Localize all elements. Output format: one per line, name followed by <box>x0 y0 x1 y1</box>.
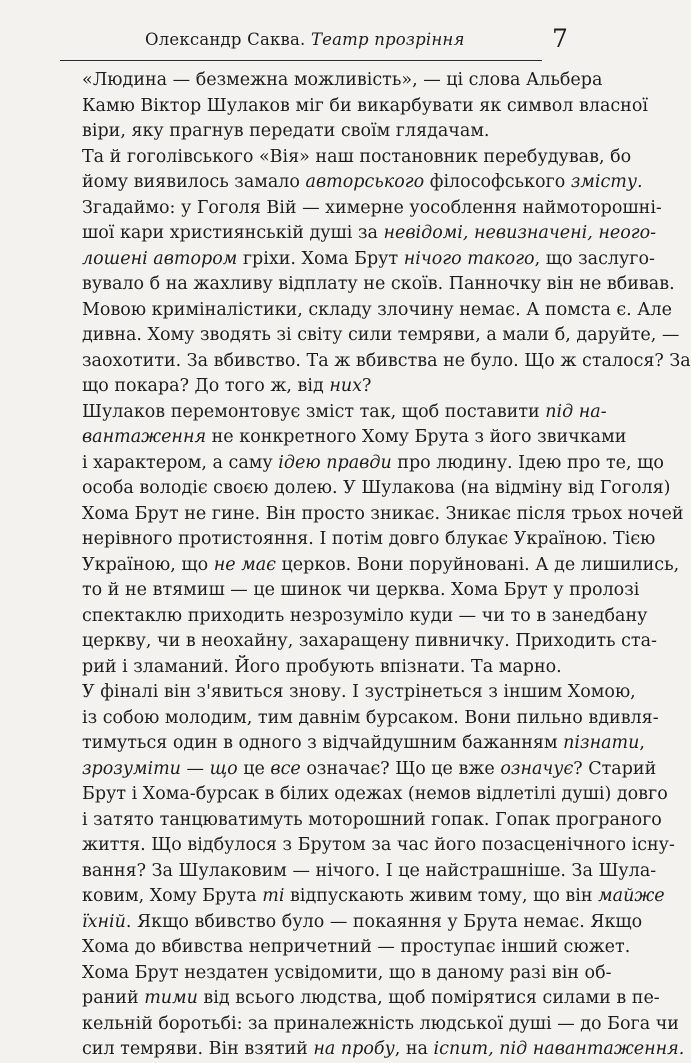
text-run: Камю Віктор Шулаков міг би викарбувати як символ власної <box>82 95 648 116</box>
text-run: життя. Що відбулося з Брутом за час його позасценічного іcну- <box>82 835 675 855</box>
text-run: Мовою криміналістики, складу злочину немає. А помста є. Але <box>82 299 672 320</box>
italic-run: на пробу <box>313 1039 395 1059</box>
text-run: ? <box>362 376 372 396</box>
text-line <box>60 553 680 579</box>
body-text <box>60 68 691 1063</box>
text-run: раний <box>82 988 145 1008</box>
text-line <box>60 1012 679 1038</box>
text-line <box>60 1037 685 1063</box>
paragraph <box>60 68 648 145</box>
text-line <box>60 935 631 961</box>
running-head <box>145 30 465 49</box>
text-run: . Якщо вбивство було — покаяння у Брута немає. Якщо <box>125 911 643 932</box>
text-line <box>60 731 645 757</box>
text-run: церков. Вони поруйновані. А де лишились, <box>275 554 680 575</box>
text-line <box>60 578 640 604</box>
text-line <box>60 782 668 808</box>
italic-run: що <box>209 758 238 779</box>
text-line <box>60 374 544 400</box>
text-line <box>60 604 648 630</box>
text-line <box>60 757 657 783</box>
text-run: , <box>639 733 645 753</box>
text-line <box>60 884 665 910</box>
text-run: Шулаков перемонтовує зміст так, щоб поставити <box>82 401 546 422</box>
text-run: відпускають живим тому, що він <box>284 886 599 906</box>
text-line <box>60 451 664 477</box>
text-line <box>60 272 675 298</box>
italic-run: невідомі, невизначені, неого- <box>383 223 657 243</box>
text-line <box>60 476 671 502</box>
text-run: то й не втямиш — це шинок чи церква. Хома Брут у пролозі <box>82 580 640 600</box>
italic-run: вантаження <box>82 427 207 447</box>
text-run: Хома Брут нездатен усвідомити, що в даному разі він об- <box>82 962 612 983</box>
text-run: «Людина — безмежна можливість» <box>82 70 413 90</box>
text-line <box>60 502 684 528</box>
text-run: Та й гоголівського «Вія» наш постановник перебудував, бо <box>82 146 632 167</box>
text-line <box>60 961 612 987</box>
text-run: заохотити. За вбивство. Та ж вбивства не було. Що ж сталося? За <box>82 350 691 371</box>
text-run: рий і зламаний. Його пробують впізнати. Та марно. <box>82 656 562 677</box>
text-run: — <box>180 758 210 779</box>
text-line <box>60 145 632 171</box>
italic-run: нічого такого <box>403 248 535 269</box>
text-run: спектаклю приходить незрозуміло куди — чи то в занедбану <box>82 605 648 626</box>
text-run: тимуться один в одного з відчайдушним бажанням <box>82 733 564 753</box>
italic-run: майже <box>598 886 665 906</box>
text-run: гріхи. Хома Брут <box>237 248 404 269</box>
text-run: , на <box>394 1039 434 1059</box>
text-run: від всього людства, щоб помірятися силами в пе- <box>197 988 660 1008</box>
text-line <box>60 68 603 94</box>
text-line <box>60 221 657 247</box>
text-line <box>60 94 648 120</box>
text-run: церкву, чи в неохайну, захаращену пивничку. Приходить ста- <box>82 631 657 651</box>
italic-run: іспит, під навантаження. <box>433 1039 685 1059</box>
text-line <box>60 655 562 681</box>
text-run: про людину. Ідею про те, що <box>391 452 664 473</box>
italic-run: змісту. <box>570 172 643 192</box>
text-run: вання? За Шулаковим — нічого. І це найстрашніше. За Шула- <box>82 860 657 881</box>
italic-run: тими <box>144 988 198 1008</box>
paragraph <box>60 400 684 681</box>
text-line <box>60 349 691 375</box>
text-line <box>60 986 660 1012</box>
text-run: , — ці слова Альбера <box>412 70 603 90</box>
text-run: Хома до вбивства непричетний — проступає інший сюжет. <box>82 937 631 957</box>
text-run: дивна. Хому зводять зі світу сили темряви, а мали б, даруйте, — <box>82 325 680 345</box>
text-run: сил темряви. Він взятий <box>82 1039 314 1059</box>
text-run: нерівного протистояння. І потім довго блукає Україною. Тією <box>82 529 656 549</box>
text-run: , що заслуго- <box>534 248 655 269</box>
text-run: йому виявилось замало <box>82 172 306 192</box>
text-run: не конкретного Хому Брута з його звичками <box>206 427 627 447</box>
italic-run: ті <box>262 886 285 906</box>
text-line <box>60 425 627 451</box>
text-line <box>60 706 659 732</box>
page-number: 7 <box>552 24 568 53</box>
italic-run: зрозуміти <box>82 758 181 779</box>
paragraph <box>60 961 685 1063</box>
text-line <box>60 196 662 222</box>
text-line <box>60 910 643 936</box>
italic-run: їхній <box>82 911 126 932</box>
text-line <box>60 833 675 859</box>
text-line <box>60 323 680 349</box>
text-run: віри, яку прагнув передати своїм глядачам. <box>82 121 490 141</box>
italic-run: означує <box>500 758 574 779</box>
text-line <box>60 400 607 426</box>
text-line <box>60 119 544 145</box>
text-run: Брут і Хома-бурсак в білих одежах (немов відлетілі душі) довго <box>82 784 668 804</box>
paragraph <box>60 145 691 400</box>
italic-run: пізнати <box>563 733 640 753</box>
text-run: і затято танцюватимуть моторошний гопак. Гопак програного <box>82 809 662 830</box>
author-name: Олександр Саква. <box>145 30 306 49</box>
text-run: У фіналі він з'явиться знову. І зустрінеться з іншим Хомою, <box>82 682 636 702</box>
italic-run: не має <box>213 554 276 575</box>
italic-run: під на- <box>545 401 607 422</box>
text-run: із собою молодим, тим давнім бурсаком. Вони пильно вдивля- <box>82 707 659 728</box>
text-run: Згадаймо: у Гоголя Вій — химерне уособлення наймоторошні- <box>82 197 662 218</box>
text-line <box>60 298 672 324</box>
text-line <box>60 629 657 655</box>
italic-run: авторського <box>305 172 425 192</box>
text-line <box>60 680 636 706</box>
paragraph <box>60 680 675 961</box>
text-run: ковим, Хому Брута <box>82 886 263 906</box>
text-run: Україною, що <box>82 554 214 575</box>
text-line <box>60 859 657 885</box>
text-run: кельній боротьбі: за приналежність людської душі — до Бога чи <box>82 1013 679 1034</box>
italic-run: все <box>270 758 301 779</box>
header-rule <box>60 60 542 61</box>
text-run: і характером, а саму <box>82 452 279 473</box>
text-line <box>60 170 643 196</box>
italic-run: лошені автором <box>82 248 238 269</box>
text-line <box>60 808 662 834</box>
text-run: шої кари християнській душі за <box>82 223 384 243</box>
text-run: вувало б на жахливу відплату не скоїв. Панночку він не вбивав. <box>82 274 675 294</box>
text-run: ? Старий <box>573 758 657 779</box>
text-run: Хома Брут не гине. Він просто зникає. Зникає після трьох ночей <box>82 503 684 524</box>
text-run: філософського <box>424 172 571 192</box>
italic-run: ідею правди <box>278 452 392 473</box>
text-line <box>60 247 655 273</box>
book-title: Театр прозріння <box>310 30 465 49</box>
text-run: означає? Що це вже <box>300 758 501 779</box>
text-run: що покара? До того ж, від <box>82 376 330 396</box>
text-run: це <box>237 758 271 779</box>
running-header <box>0 24 600 70</box>
text-run: особа володіє своєю долею. У Шулакова (на відміну від Гоголя) <box>82 478 671 498</box>
italic-run: них <box>329 376 363 396</box>
text-line <box>60 527 656 553</box>
